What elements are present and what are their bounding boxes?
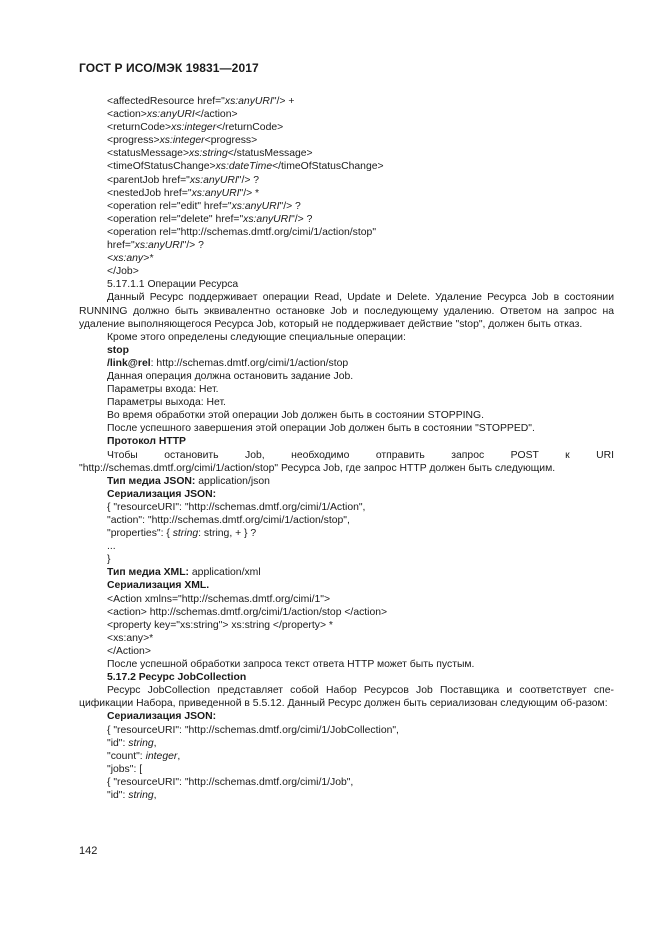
text-line bbox=[79, 370, 614, 383]
text-segment: "action": "http://schemas.dmtf.org/cimi/1/action/stop", bbox=[107, 515, 350, 526]
text-segment: xs:anyURI bbox=[189, 174, 238, 186]
text-line bbox=[79, 645, 614, 658]
text-segment: { "resourceURI": "http://schemas.dmtf.org/cimi/1/Job", bbox=[107, 776, 354, 788]
text-segment: xs:anyURI bbox=[146, 109, 195, 121]
text-line bbox=[79, 658, 614, 671]
text-segment: <xs:any>* bbox=[107, 253, 154, 265]
text-line bbox=[79, 671, 614, 684]
text-line bbox=[79, 540, 614, 553]
text-line bbox=[79, 265, 614, 278]
text-line bbox=[79, 409, 614, 422]
text-segment: href=" bbox=[107, 240, 135, 252]
text-line bbox=[79, 579, 614, 592]
text-segment: } bbox=[107, 554, 111, 566]
text-segment: <affectedResource href=" bbox=[107, 96, 225, 107]
text-segment: "count": bbox=[107, 750, 146, 762]
text-segment: <nestedJob href=" bbox=[107, 187, 192, 199]
text-segment: , bbox=[153, 737, 157, 749]
text-line bbox=[79, 383, 614, 396]
text-line bbox=[79, 239, 614, 252]
text-segment: Данная операция должна остановить задание Job. bbox=[107, 370, 354, 382]
text-segment: "/> + bbox=[272, 96, 295, 107]
text-segment: <statusMessage> bbox=[107, 148, 190, 160]
text-segment: xs:dateTime bbox=[215, 161, 273, 173]
text-segment: "/> ? bbox=[291, 213, 313, 225]
text-segment: После успешной обработки запроса текст ответа HTTP может быть пустым. bbox=[107, 659, 475, 671]
text-segment: </statusMessage> bbox=[227, 148, 313, 160]
text-line bbox=[79, 357, 614, 370]
text-line bbox=[79, 776, 614, 789]
text-line bbox=[79, 95, 614, 108]
text-segment: xs:anyURI bbox=[134, 240, 183, 252]
text-segment: application/json bbox=[198, 475, 270, 487]
text-segment: После успешного завершения этой операции Job должен быть в состоянии "STOPPED". bbox=[107, 423, 535, 435]
text-line bbox=[79, 593, 614, 606]
text-segment: string bbox=[128, 789, 154, 801]
text-segment: Тип медиа XML: bbox=[107, 567, 192, 579]
text-segment: <Action xmlns="http://schemas.dmtf.org/cimi/1"> bbox=[107, 593, 331, 605]
text-line bbox=[79, 147, 614, 160]
text-segment: Ресурс JobCollection представляет собой Набор Ресурсов Job Поставщика и соответствует спе-цификации Набора, приведенной в 5.5.12. Данный Ресурс должен быть сериализован следующим об-разом: bbox=[79, 685, 614, 710]
text-segment: Сериализация JSON: bbox=[107, 488, 217, 500]
text-line bbox=[79, 252, 614, 265]
text-segment: string bbox=[128, 737, 154, 749]
text-segment: Во время обработки этой операции Job должен быть в состоянии STOPPING. bbox=[107, 410, 485, 422]
text-segment: { "resourceURI": "http://schemas.dmtf.org/cimi/1/Action", bbox=[107, 501, 366, 513]
text-segment: <action> bbox=[107, 109, 147, 121]
text-segment: Тип медиа JSON: bbox=[107, 475, 199, 487]
text-segment: "/> * bbox=[239, 187, 260, 199]
text-segment: <operation rel="delete" href=" bbox=[107, 213, 244, 225]
text-segment: string bbox=[172, 528, 199, 540]
text-line bbox=[79, 200, 614, 213]
text-segment: Кроме этого определены следующие специальные операции: bbox=[107, 331, 406, 343]
text-segment: "jobs": [ bbox=[107, 763, 143, 775]
text-segment: "/> ? bbox=[237, 174, 260, 186]
text-line bbox=[79, 501, 614, 514]
text-line bbox=[79, 226, 614, 239]
text-segment: "properties": { bbox=[107, 528, 173, 540]
text-line bbox=[79, 724, 614, 737]
text-segment: Параметры входа: Нет. bbox=[107, 384, 219, 396]
text-segment: ... bbox=[107, 541, 116, 553]
text-line bbox=[79, 789, 614, 802]
text-line bbox=[79, 422, 614, 435]
text-line bbox=[79, 160, 614, 173]
text-segment: </returnCode> bbox=[216, 122, 284, 134]
text-line bbox=[79, 174, 614, 187]
text-segment: xs:anyURI bbox=[224, 96, 273, 107]
text-line bbox=[79, 213, 614, 226]
text-line bbox=[79, 553, 614, 566]
text-segment: </Action> bbox=[107, 645, 151, 657]
text-segment: </timeOfStatusChange> bbox=[272, 161, 384, 173]
text-line bbox=[79, 331, 614, 344]
text-segment: "id": bbox=[107, 789, 129, 801]
text-segment: <returnCode> bbox=[107, 122, 172, 134]
text-segment: integer bbox=[145, 750, 178, 762]
text-segment: Сериализация XML. bbox=[107, 580, 210, 592]
text-line bbox=[79, 763, 614, 776]
text-line bbox=[79, 606, 614, 619]
text-line bbox=[79, 344, 614, 357]
text-segment: "/> ? bbox=[182, 240, 204, 252]
text-segment: Чтобы остановить Job, необходимо отправить запрос POST к URI "http://schemas.dmtf.org/cimi/1/action/stop" Ресурса Job, где запрос HTTP должен быть следующим. bbox=[79, 449, 614, 474]
text-segment: Данный Ресурс поддерживает операции Read, Update и Delete. Удаление Ресурса Job в состоянии RUNNING должно быть эквивалентно остановке Job и последующему удалению. Ответом на запрос на удаление выполняющегося Ресурса Job, который не поддерживает действие "stop", должен быть отказ. bbox=[79, 292, 614, 330]
text-segment: "/> ? bbox=[279, 200, 301, 212]
text-segment: "id": bbox=[107, 737, 129, 749]
text-segment: <timeOfStatusChange> bbox=[107, 161, 216, 173]
text-line bbox=[79, 278, 614, 291]
text-segment: 5.17.1.1 Операции Ресурса bbox=[107, 279, 239, 291]
body-paragraph bbox=[79, 449, 614, 475]
text-segment: : string, + } ? bbox=[198, 528, 257, 540]
text-segment: Параметры выхода: Нет. bbox=[107, 397, 226, 409]
document-body bbox=[79, 95, 614, 802]
text-line bbox=[79, 737, 614, 750]
text-line bbox=[79, 750, 614, 763]
text-segment: <action> http://schemas.dmtf.org/cimi/1/action/stop </action> bbox=[107, 606, 388, 618]
text-line bbox=[79, 488, 614, 501]
text-segment: xs:anyURI bbox=[191, 187, 240, 199]
text-segment: : http://schemas.dmtf.org/cimi/1/action/stop bbox=[150, 357, 349, 369]
text-segment: { "resourceURI": "http://schemas.dmtf.org/cimi/1/JobCollection", bbox=[107, 724, 399, 736]
text-line bbox=[79, 187, 614, 200]
body-paragraph bbox=[79, 684, 614, 710]
text-line bbox=[79, 710, 614, 723]
text-segment: xs:integer bbox=[171, 122, 217, 134]
text-segment: xs:anyURI bbox=[243, 213, 292, 225]
text-segment: Сериализация JSON: bbox=[107, 711, 217, 723]
text-line bbox=[79, 475, 614, 488]
text-line bbox=[79, 435, 614, 448]
text-line bbox=[79, 396, 614, 409]
text-segment: Протокол HTTP bbox=[107, 436, 186, 448]
body-paragraph bbox=[79, 291, 614, 330]
text-line bbox=[79, 108, 614, 121]
text-segment: , bbox=[177, 750, 181, 762]
text-segment: </Job> bbox=[107, 266, 139, 278]
text-line bbox=[79, 566, 614, 579]
text-line bbox=[79, 514, 614, 527]
text-segment: <parentJob href=" bbox=[107, 174, 190, 186]
text-segment: application/xml bbox=[191, 567, 261, 579]
text-segment: /link@rel bbox=[107, 357, 151, 369]
text-segment: 5.17.2 Ресурс JobCollection bbox=[107, 672, 247, 684]
text-segment: </action> bbox=[194, 109, 238, 121]
text-line bbox=[79, 121, 614, 134]
text-segment: <operation rel="edit" href=" bbox=[107, 200, 232, 212]
text-segment: xs:integer bbox=[159, 135, 205, 147]
text-segment: xs:anyURI bbox=[231, 200, 280, 212]
page-header: ГОСТ Р ИСО/МЭК 19831—2017 bbox=[79, 61, 259, 75]
text-segment: , bbox=[153, 789, 157, 801]
text-line bbox=[79, 527, 614, 540]
text-segment: <operation rel="http://schemas.dmtf.org/cimi/1/action/stop" bbox=[107, 226, 377, 238]
text-line bbox=[79, 134, 614, 147]
text-segment: stop bbox=[107, 344, 129, 356]
text-line bbox=[79, 632, 614, 645]
text-segment: <property key="xs:string"> xs:string </property> * bbox=[107, 619, 333, 631]
text-segment: xs:string bbox=[189, 148, 228, 160]
page-number: 142 bbox=[79, 845, 98, 857]
text-segment: <progress> bbox=[204, 135, 258, 147]
text-line bbox=[79, 619, 614, 632]
text-segment: <progress> bbox=[107, 135, 160, 147]
text-segment: <xs:any>* bbox=[107, 632, 154, 644]
